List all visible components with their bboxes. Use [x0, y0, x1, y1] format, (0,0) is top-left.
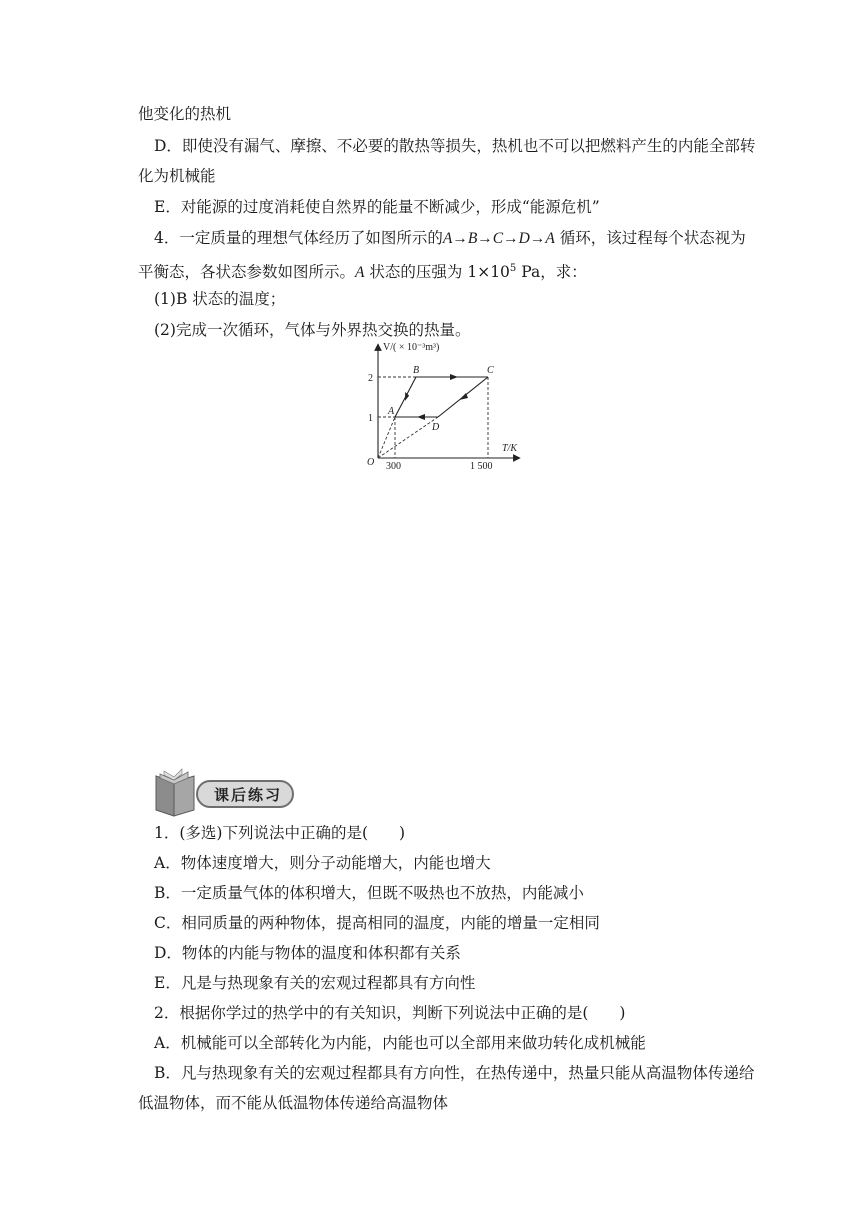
p-q1-e: E．凡是与热现象有关的宏观过程都具有方向性: [154, 974, 476, 992]
arrow-ab: [402, 391, 411, 401]
option-d-line2: 化为机械能: [138, 167, 216, 185]
section-title: 课后练习: [214, 786, 283, 804]
p-q1-stem: 1．(多选)下列说法中正确的是( ): [154, 824, 406, 842]
q4-exponent: 5: [509, 263, 517, 274]
x-axis-label: T/K: [502, 443, 518, 454]
x-tick-1500: 1 500: [470, 461, 493, 470]
p-q1-b: B．一定质量气体的体积增大，但既不吸热也不放热，内能减小: [154, 884, 584, 902]
q4-line1: [154, 228, 746, 249]
point-b-label: B: [413, 365, 420, 376]
q4-cycle: A→B→C→D→A: [442, 230, 555, 247]
x-tick-300: 300: [386, 461, 401, 470]
p-q1-c: C．相同质量的两种物体，提高相同的温度，内能的增量一定相同: [154, 914, 600, 932]
q4-line2: [138, 259, 587, 283]
arrow-da: [417, 414, 425, 420]
q4-state-a: A: [355, 264, 365, 282]
option-d-line1: D．即使没有漏气、摩擦、不必要的散热等损失，热机也不可以把燃料产生的内能全部转: [154, 137, 756, 155]
p-q1-a: A．物体速度增大，则分子动能增大，内能也增大: [154, 854, 491, 872]
q4-line2-pre: 平衡态，各状态参数如图所示。: [138, 263, 356, 282]
book-icon: [152, 768, 200, 820]
point-c-label: C: [487, 365, 494, 376]
point-d-label: D: [432, 422, 440, 433]
p-q2-b-line1: B．凡与热现象有关的宏观过程都具有方向性，在热传递中，热量只能从高温物体传递给: [154, 1064, 755, 1082]
point-a-label: A: [388, 406, 395, 417]
p-q2-stem: 2．根据你学过的热学中的有关知识，判断下列说法中正确的是( ): [154, 1004, 626, 1022]
option-e: E．对能源的过度消耗使自然界的能量不断减少，形成“能源危机”: [154, 198, 600, 216]
y-axis-label: V/( × 10⁻³m³): [383, 342, 440, 353]
y-tick-1: 1: [368, 413, 373, 424]
q4-line1-pre: 4．一定质量的理想气体经历了如图所示的: [154, 229, 443, 247]
option-c-continuation: 他变化的热机: [138, 105, 232, 123]
vt-diagram: [362, 338, 532, 470]
q4-line2-mid: 状态的压强为 1×10: [369, 263, 510, 282]
q4-line2-post: Pa，求：: [516, 263, 587, 282]
p-q1-d: D．物体的内能与物体的温度和体积都有关系: [154, 944, 461, 962]
origin-label: O: [367, 457, 375, 468]
arrow-bc: [450, 374, 458, 380]
cycle-path: [395, 377, 488, 417]
q4-sub2: (2)完成一次循环，气体与外界热交换的热量。: [154, 321, 471, 339]
q4-sub1: (1)B 状态的温度；: [154, 290, 286, 308]
p-q2-a: A．机械能可以全部转化为内能，内能也可以全部用来做功转化成机械能: [154, 1034, 646, 1052]
direction-arrows: [402, 374, 468, 420]
p-q2-b-line2: 低温物体，而不能从低温物体传递给高温物体: [138, 1094, 449, 1112]
q4-line1-post: 循环，该过程每个状态视为: [559, 229, 746, 247]
y-tick-2: 2: [368, 373, 373, 384]
section-badge: [152, 768, 302, 820]
